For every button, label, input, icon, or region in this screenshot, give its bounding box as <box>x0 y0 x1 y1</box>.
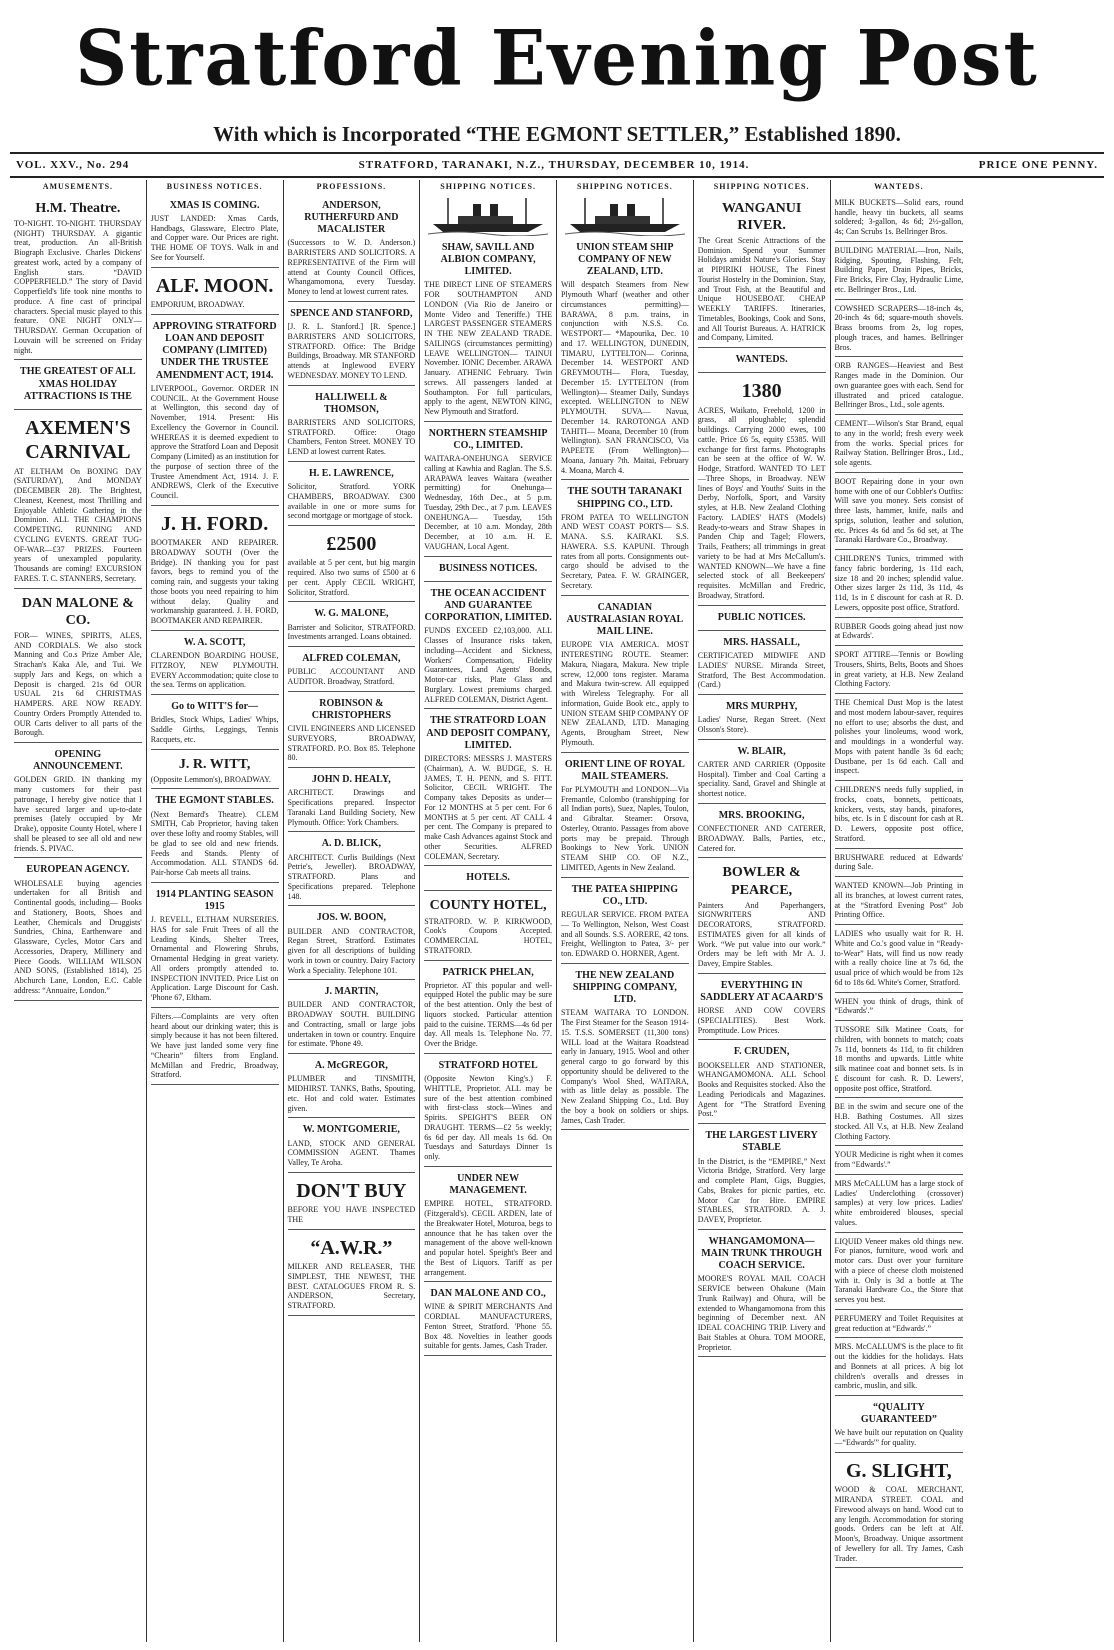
ad-body: Filters.—Complaints are very often heard about our drinking water; this is simply because it has not been filtered. We have just landed some very fine “Chearin” filters from England. McMillan and Fredric, Broadway, Stratford. <box>150 1011 279 1080</box>
advertisement <box>14 412 142 589</box>
advertisement <box>424 868 552 891</box>
advertisement <box>698 806 826 858</box>
advertisement <box>424 1284 552 1356</box>
ad-title: PATRICK PHELAN, <box>442 966 534 978</box>
ad-body: ARCHITECT. Curlis Buildings (Next Petrie's, Jeweller). BROADWAY, STRATFORD. Plans and Specifications prepared. Telephone 148. <box>287 852 416 901</box>
ad-title: BUSINESS NOTICES. <box>438 562 538 574</box>
column-heading: SHIPPING NOTICES. <box>577 182 673 191</box>
advertisement <box>698 633 826 695</box>
ad-title: W. A. SCOTT, <box>183 636 246 648</box>
advertisement <box>835 696 964 781</box>
ad-title: “A.W.R.” <box>310 1236 393 1259</box>
ad-body: COWSHED SCRAPERS—18-inch 4s, 20-inch 4s 6d; square-mouth shovels. Brass brooms from 2s, log ropes, plough traces, and hames. Bellringer Bros. <box>834 303 964 352</box>
advertisement <box>151 508 279 631</box>
ad-title: WANGANUI RIVER. <box>721 200 802 233</box>
advertisement <box>151 791 279 882</box>
ad-body: ARCHITECT. Drawings and Specifications prepared. Inspector Taranaki Land Building Society, New Plymouth. Office: York Chambers. <box>287 788 416 827</box>
advertisement <box>835 783 964 849</box>
advertisement <box>835 1177 964 1233</box>
column-4 <box>420 180 557 1642</box>
newspaper-title: Stratford Evening Post <box>75 12 1039 103</box>
ad-body: THE Chemical Dust Mop is the latest and most modern labour-saver, requires no effort to use; absorbs the dust, and polishes your linoleums, wood work, and mouldings in a wonderful way. Mops with patent handle 3s 6d each; Dustbane, per 1s 6d each. Call and inspect. <box>834 698 964 776</box>
ad-body: LIQUID Veneer makes old things new. For pianos, furniture, wood work and motor cars. Dust over your furniture with a piece of cheese cloth moistened with it. Only is 3d a bottle at The Taranaki Hardware Co., the Store that serves you best. <box>834 1236 964 1304</box>
ad-title: “QUALITY GUARANTEED” <box>860 1402 937 1426</box>
ad-body: EMPORIUM, BROADWAY. <box>150 300 245 310</box>
ad-body: LADIES who usually wait for R. H. White and Co.'s good value in “Ready-to-Wear” Hats, will find us now ready with a really choice line at 7s 6d, the usual price of which would be from 12s 6d to 18s 6d. White's Corner, Stratford. <box>834 929 964 987</box>
advertisement <box>151 196 279 268</box>
ad-body: Proprietor. AT this popular and well-equipped Hotel the public may be sure of the best attention. Only the best of liquors stocked. Particular attention paid to the cuisine. TERMS—4s 6d per day. All meals 1s. Telephone No. 77. Over the Bridge. <box>424 980 552 1049</box>
ad-title: THE EGMONT STABLES. <box>155 795 274 807</box>
ad-title: DAN MALONE AND CO., <box>430 1288 546 1300</box>
ad-body: FROM PATEA TO WELLINGTON AND WEST COAST PORTS— S.S. MANA. S.S. KAIRAKI. S.S. HAWERA. S.S. KAPUNI. Through rates from all ports. Consignments out-cargo should be advised to the Secretary, Patea. F. W. GRAINGER, Secretary. <box>561 512 689 590</box>
ad-body: PLUMBER and TINSMITH, MIDHIRST. TANKS, Baths, Spouting, etc. Hot and cold water. Estimates given. <box>287 1074 416 1113</box>
ad-body: MOORE'S ROYAL MAIL COACH SERVICE between Ohakune (Main Trunk Railway) and Ohura, will be extended to Whangamomona from this beginning of December next. AN IDEAL COACHING TRIP. Livery and Bait Stables at Ohura. TOM MOORE, Proprietor. <box>697 1274 826 1352</box>
dateline <box>10 152 1104 178</box>
advertisement <box>14 591 142 743</box>
ad-body: WAITARA-ONEHUNGA SERVICE calling at Kawhia and Raglan. The S.S. ARAPAWA leaves Waitara (weather permitting) for Onehunga— Wednesday, 16th Dec., at 5 p.m. Tuesday, 29th Dec., at 7 p.m. LEAVES ONEHUNGA— Tuesday, 15th December, at 10 a.m. Monday, 28th December, at 10 a.m. H. E. VAUGHAN, Local Agent. <box>424 454 552 551</box>
column-heading: PROFESSIONS. <box>316 182 387 191</box>
ad-body: EMPIRE HOTEL, STRATFORD. (Fitzgerald's). CECIL ARDEN, late of the Breakwater Hotel, Moturoa, begs to announce that he has taken over the management of the above well-known and popular hotel. Speight's Beer and the Best of Liquors. Tariff as per arrangement. <box>424 1199 552 1277</box>
ad-body: BOOKSELLER AND STATIONER, WHANGAMOMONA. ALL School Books and Requisites stocked. Also the Leading Periodicals and Magazines. Agent for “The Stratford Evening Post.” <box>697 1060 826 1119</box>
ad-body: CONFECTIONER AND CATERER, BROADWAY. Balls, Parties, etc., Catered for. <box>697 824 826 853</box>
ad-title: THE SOUTH TARANAKI SHIPPING CO., LTD. <box>567 486 683 510</box>
column-1 <box>10 180 147 1642</box>
ad-body: BUILDER AND CONTRACTOR, Regan Street, Stratford. Estimates given for all descriptions of building work in town or country. Dairy Factory Work a Speciality. Telephone 101. <box>287 926 416 975</box>
advertisement <box>424 559 552 582</box>
ad-title: DAN MALONE & CO. <box>21 595 134 628</box>
advertisement <box>561 238 689 481</box>
advertisement <box>698 742 826 804</box>
ad-title: SPENCE AND STANFORD, <box>290 307 413 319</box>
ad-body: WOOD & COAL MERCHANT, MIRANDA STREET. COAL and Firewood always on hand. Wood cut to any length. Accommodation for storing goods. Orders can be left at Alf. Moon's, Broadway. Unique assortment of Jewellery for all. Try James, Cash Trader. <box>834 1485 964 1563</box>
ad-title: J. H. FORD. <box>161 512 269 535</box>
column-heading: SHIPPING NOTICES. <box>713 182 810 191</box>
advertisement <box>14 196 142 361</box>
ad-title: H.M. Theatre. <box>35 200 121 216</box>
advertisement <box>698 1126 826 1230</box>
advertisement <box>424 584 552 710</box>
advertisement <box>288 1056 416 1118</box>
ad-title: NORTHERN STEAMSHIP CO., LIMITED. <box>428 427 548 451</box>
ad-title: EUROPEAN AGENCY. <box>26 864 130 876</box>
ad-title: H. E. LAWRENCE, <box>309 467 394 479</box>
advertisement <box>151 633 279 695</box>
advertisement <box>835 196 964 242</box>
ad-title: £2500 <box>326 533 377 556</box>
ad-body: STRATFORD. W. P. KIRKWOOD, Cook's Coupons Accepted. COMMERCIAL HOTEL, STRATFORD. <box>424 916 552 955</box>
ad-body: CLARENDON BOARDING HOUSE, FITZROY, NEW PLYMOUTH. EVERY Accommodation; quite close to the sea. Terms on application. <box>150 651 279 690</box>
ad-title: AXEMEN'S CARNIVAL <box>25 416 131 464</box>
ad-title: A. D. BLICK, <box>321 838 381 850</box>
column-6 <box>694 180 831 1642</box>
ad-body: FOR— WINES, SPIRITS, ALES, AND CORDIALS. We also stock Manning and Co.s Prize Amber Ale, Strachan's Kaka Ale, and Tui. We supply Jars and Kegs, on which a Deposit is charged. 21s 6d OUR USUAL 21s 6d CHRISTMAS HAMPERS. ARE NOW READY. Country Orders Promptly Attended to. OUR Carts deliver to all parts of the Borough. <box>14 630 142 738</box>
ad-title: Go to WITT'S for— <box>171 701 259 713</box>
column-heading: WANTEDS. <box>874 182 924 191</box>
advertisement <box>288 770 416 832</box>
advertisement <box>835 302 964 358</box>
advertisement <box>14 745 142 858</box>
ad-body: BUILDER AND CONTRACTOR, BROADWAY SOUTH. BUILDING and Contracting, small or large jobs undertaken in town or country. Enquire for estimate. 'Phone 49. <box>287 1000 416 1049</box>
ad-body: TO-NIGHT. TO-NIGHT. THURSDAY (NIGHT) THURSDAY. A gigantic treat, production. An all-British Biograph Exclusive. Charles Dickens' greatest work, acted by a company of English stars. “DAVID COPPERFIELD.” The story of David Copperfield's life took nine months to produce. A fine cast of principal characters. Special music played to this feature. ONE NIGHT ONLY—THURSDAY. German Occupation of Louvain will be screened on Friday night. <box>14 218 142 355</box>
advertisement <box>424 424 552 557</box>
ad-title: G. SLIGHT, <box>845 1459 952 1482</box>
ad-title: W. BLAIR, <box>737 745 786 757</box>
ad-body: YOUR Medicine is right when it comes from “Edwards'.” <box>834 1150 964 1169</box>
advertisement <box>835 879 964 925</box>
advertisement <box>835 927 964 993</box>
advertisement <box>835 1340 964 1396</box>
advertisement <box>835 1455 964 1568</box>
advertisement <box>288 1175 416 1230</box>
advertisement <box>424 711 552 866</box>
ad-body: BOOTMAKER AND REPAIRER. BROADWAY SOUTH (Over the Bridge). IN thanking you for past favors, begs to remind you of the coming rain, and suggests your taking those boots you need repairing to him without delay. Quality and workmanship guaranteed. J. H. FORD, BOOTMAKER AND REPAIRER. <box>150 538 279 626</box>
ad-title: THE NEW ZEALAND SHIPPING COMPANY, LTD. <box>572 969 677 1006</box>
ad-body: EUROPE VIA AMERICA. MOST INTERESTING ROUTE. Steamer: Makura, Niagara, Makura. New triple screw, 12,000 tons register. Marama and Makura twin-screw. All equipped with Wireless Telegraphy. For all information, Guide Book etc., apply to UNION STEAM SHIP COMPANY OF NEW ZEALAND, LTD. Managing Agents, Brougham Street, New Plymouth. <box>561 640 689 747</box>
ad-body: RUBBER Goods going ahead just now at Edwards'. <box>834 621 964 641</box>
column-heading: SHIPPING NOTICES. <box>440 182 536 191</box>
column-5 <box>557 180 694 1642</box>
advertisement <box>835 851 964 878</box>
ad-body: MILKER AND RELEASER, THE SIMPLEST, THE NEWEST, THE BEST. CATALOGUES FROM R. S. ANDERSON, Secretary, STRATFORD. <box>287 1262 416 1311</box>
advertisement <box>424 893 552 960</box>
ad-title: HALLIWELL & THOMSON, <box>315 391 388 415</box>
advertisement <box>424 1056 552 1167</box>
advertisement <box>424 1169 552 1282</box>
advertisement <box>561 966 689 1131</box>
advertisement <box>151 697 279 749</box>
ad-body: MILK BUCKETS—Solid ears, round handle, heavy tin buckets, all seams soldered; 3-gallon, 4s 6d; 2½-gallon, 4s; Can Scrubs 1s. Bellringer Bros. <box>834 197 964 236</box>
advertisement <box>561 598 689 753</box>
advertisement <box>698 375 826 605</box>
ad-title: ALF. MOON. <box>155 274 274 297</box>
ad-body: CHILDREN'S needs fully supplied, in frocks, coats, bonnets, petticoats, knickers, vests, stay bands, pinafores, bibs, etc. Is in £ discount for cash at R. D. Lewers, opposite post office, Stratford. <box>834 785 964 843</box>
ad-title: W. G. MALONE, <box>314 608 389 620</box>
advertisement <box>835 1235 964 1310</box>
ad-body: We have built our reputation on Quality—“Edwards'” for quality. <box>834 1428 964 1448</box>
ad-title: COUNTY HOTEL, <box>429 898 547 914</box>
advertisement <box>835 1148 964 1175</box>
ad-body: FUNDS EXCEED £2,103,000. ALL Classes of Insurance risks taken, including—Accident and Sickness, Workers' Compensation, Fidelity Guarantees, Land Agents' Bonds, Motor-car risks, Plate Glass and Burglary. Lowest premiums charged. ALFRED COLEMAN, District Agent. <box>424 626 552 704</box>
advertisement <box>835 1398 964 1453</box>
ad-title: F. CRUDEN, <box>733 1046 790 1058</box>
ad-body: available at 5 per cent, but big margin required. Also two sums of £500 at 6 per cent. Apply CECIL WRIGHT, Solicitor, Stratford. <box>287 558 416 597</box>
ad-body: The Great Scenic Attractions of the Dominion. Spend your Summer Holidays amidst Nature's Glories. Stay at PIPIRIKI HOUSE, The Finest Tourist Hostelry in the Dominion. Stay, and Trout Fish, at the Beautiful and Unique HOUSEBOAT. CHEAP WEEKLY TARIFFS. Itineraries, Timetables, Bookings, Cook and Sons, and All Tourist Bureaus. A. HATRICK and Company, Limited. <box>697 235 826 343</box>
ad-body: CHILDREN'S Tunics, trimmed with fancy fabric bordering, 1s 11d each, size 18 and 20 inches; splendid value. Other sizes larger 2s 11d, 3s 11d, 4s 11d, 1s in £ discount for cash at R. D. Lewers, opposite post office, Stratford. <box>834 554 964 612</box>
ad-title: PUBLIC NOTICES. <box>717 611 806 623</box>
advertisement <box>835 475 964 550</box>
ad-title: THE GREATEST OF ALL XMAS HOLIDAY ATTRACTIONS IS THE <box>20 366 136 402</box>
advertisement <box>698 1042 826 1124</box>
ad-body: Bridles, Stock Whips, Ladies' Whips, Saddle Girths, Leggings, Tennis Racquets, etc. <box>150 715 279 744</box>
ad-body: For PLYMOUTH and LONDON—Via Fremantle, Colombo (transhipping for all Indian ports), Suez, Naples, Toulon, and Gibraltar. Steamer: Orsova, Osterley, Otranto. Passages from above ports may be prepaid. Through Bookings to New York. UNION STEAM SHIP CO. OF N.Z., LIMITED, Agents in New Zealand. <box>561 784 689 872</box>
ad-body: Painters And Paperhangers, SIGNWRITERS AND DECORATORS, STRATFORD. ESTIMATES given for all kinds of Work. “We put value into our work.” Orders may be left with Mr A. J. Davey, Empire Stables. <box>697 900 826 969</box>
ad-title: DON'T BUY <box>296 1179 407 1202</box>
ad-title: CANADIAN AUSTRALASIAN ROYAL MAIL LINE. <box>566 601 684 638</box>
advertisement <box>288 694 416 768</box>
advertisement <box>698 196 826 348</box>
ad-body: WINE & SPIRIT MERCHANTS And CORDIAL MANUFACTURERS, Fenton Street, Stratford. 'Phone 55. Box 48. Novelties in leather goods suitable for gents. James, Cash Trader. <box>424 1302 552 1351</box>
ad-title: UNION STEAM SHIP COMPANY OF NEW ZEALAND, LTD. <box>576 241 674 278</box>
ad-body: WANTED KNOWN—Job Printing in all its branches, at lowest current rates, at the “Stratford Evening Post” Job Printing Office. <box>834 881 964 920</box>
ad-title: ALFRED COLEMAN, <box>302 653 401 665</box>
steamship-illustration <box>565 196 685 236</box>
advertisement <box>835 620 964 647</box>
advertisement <box>288 982 416 1054</box>
advertisement <box>151 885 279 1008</box>
ad-body: BE in the swim and secure one of the H.B. Bathing Costumes. All sizes stocked. All V.s, at H.B. New Zealand Clothing Factory. <box>834 1102 964 1141</box>
ad-body: DIRECTORS: MESSRS J. MASTERS (Chairman), A. W. BUDGE, S. H. JAMES, T. H. PENN, and S. FITT. Solicitor, CECIL WRIGHT. The Company takes Deposits as under— For 12 MONTHS at 5 per cent. For 6 MONTHS at 5 per cent. AT CALL 4 per cent. The Company is prepared to make Cash Advances against Stock and other Securities. ALFRED COLEMAN, Secretary. <box>424 754 552 861</box>
advertisement <box>288 908 416 980</box>
ad-title: JOS. W. BOON, <box>316 912 386 924</box>
ad-body: PUBLIC ACCOUNTANT AND AUDITOR. Broadway, Stratford. <box>287 667 416 687</box>
advertisement <box>151 752 279 790</box>
ad-title: JOHN D. HEALY, <box>312 774 391 786</box>
price: PRICE ONE PENNY. <box>978 159 1098 171</box>
ad-body: In the District, is the “EMPIRE,” Next Victoria Bridge, Stratford. Very large and complete Plant, Gigs, Buggies, Cabs, Brakes for picnic parties, etc. Motor Car for Hire. EMPIRE STABLES, STRATFORD. A. J. DAVEY, Proprietor. <box>697 1156 826 1225</box>
ad-body: CARTER AND CARRIER (Opposite Hospital). Timber and Coal Carting a speciality. Sand, Gravel and Shingle at shortest notice. <box>697 759 826 799</box>
ad-body: BARRISTERS AND SOLICITORS, STRATFORD. Office: Otago Chambers, Fenton Street. MONEY TO LEND at lowest current Rates. <box>287 417 416 457</box>
ad-title: XMAS IS COMING. <box>169 199 260 211</box>
ad-body: BEFORE YOU HAVE INSPECTED THE <box>287 1205 416 1224</box>
advertisement <box>561 755 689 878</box>
ad-body: LIVERPOOL, Governor. ORDER IN COUNCIL. At the Government House at Wellington, this second day of November, 1914. Present: His Excellency the Governor in Council. WHEREAS it is deemed expedient to approve the Stratford Loan and Deposit Company (Limited) as an institution for the purpose of section three of the Trustee Amendment Act, 1914. J. F. ANDREWS, Clerk of the Executive Council. <box>150 383 279 501</box>
ad-title: ROBINSON & CHRISTOPHERS <box>311 697 392 722</box>
advertisement <box>151 1010 279 1085</box>
ad-body: THE DIRECT LINE OF STEAMERS FOR SOUTHAMPTON AND LONDON (Via Rio de Janeiro or Monte Video and Teneriffe.) THE LARGEST PASSENGER STEAMERS IN THE NEW ZEALAND TRADE. SAILINGS (circumstances permitting) LEAVE WELLINGTON— TAINUI November. IONIC December. ARAWA January. ATHENIC February. Twin screws. All passengers landed at Southampton. For full particulars, apply to the agent, NEWTON KING, New Plymouth and Stratford. <box>424 280 552 417</box>
ad-body: CERTIFICATED MIDWIFE AND LADIES' NURSE. Miranda Street, Stratford, The Best Accommodation. (Card.) <box>697 651 826 690</box>
volume-number: VOL. XXV., No. 294 <box>16 159 130 171</box>
advertisement <box>288 1120 416 1172</box>
ad-title: W. MONTGOMERIE, <box>302 1124 400 1136</box>
masthead-subtitle: With which is Incorporated “THE EGMONT SETTLER,” Established 1890. <box>213 122 901 146</box>
ad-body: ORB RANGES—Heaviest and Best Ranges made in the Dominion. Our own guarantee goes with each. Send for illustrated and priced catalogue. Bellringer Bros., Ltd., sole agents. <box>834 361 964 410</box>
advertisement <box>698 608 826 631</box>
advertisement <box>835 1100 964 1146</box>
ad-title: WHANGAMOMONA—MAIN TRUNK THROUGH COACH SERVICE. <box>701 1235 822 1272</box>
ad-body: BRUSHWARE reduced at Edwards' during Sale. <box>834 852 964 872</box>
ad-body: BOOT Repairing done in your own home with one of our Cobbler's Outfits: Will save you money. Sets consist of three lasts, hammer, knife, nails and sprigs, solution, leather and solution, etc. Prices 4s 6d and 5s 6d set, at The Taranaki Hardware Co., Broadway. <box>834 476 964 545</box>
advertisement <box>835 1023 964 1098</box>
ad-body: MRS. McCALLUM'S is the place to fit out the kiddies for the holidays. Hats and Bonnets at all prices. A big lot children's overalls and dresses in cambric, muslin, and silk. <box>834 1342 964 1391</box>
ad-title: EVERYTHING IN SADDLERY AT ACAARD'S <box>700 979 824 1004</box>
ad-title: 1380 <box>741 380 782 403</box>
advertisement <box>835 995 964 1022</box>
advertisement <box>698 697 826 740</box>
advertisement <box>561 482 689 595</box>
advertisement <box>698 976 826 1041</box>
columns-grid <box>10 180 1104 1642</box>
steamship-illustration <box>428 196 548 236</box>
ad-body: Will despatch Steamers from New Plymouth Wharf (weather and other circumstances permitting)— BARAWA, 8 p.m. trains, in conjunction with N.S.S. Co. WESTPORT— *Mapourika, Dec. 10 and 17. WELLINGTON, DUNEDIN, TIMARU, LYTTELTON— Corinna, December 14. WESTPORT AND GREYMOUTH— Flora, Tuesday, December 15. LYTTELTON (from Wellington)— Steamer Daily, Sundays excepted. WELLINGTON to NEW PLYMOUTH. SUVA— Navua, December 14. RAROTONGA AND TAHITI— Moana, December 10 (from Wellington). SAN FRANCISCO, Via PAPEETE (From Wellington)— Moana, January 7th. Maitai, February 4. Moana, March 4. <box>561 280 689 475</box>
ad-body: (Successors to W. D. Anderson.) BARRISTERS AND SOLICITORS. A REPRESENTATIVE of the Firm will attend at County Council Offices, Whangamomona, every Tuesday. Money to lend at lowest current rates. <box>287 238 416 297</box>
ad-title: THE OCEAN ACCIDENT AND GUARANTEE CORPORATION, LIMITED. <box>424 587 552 624</box>
ad-title: 1914 PLANTING SEASON 1915 <box>155 888 274 912</box>
ad-body: LAND, STOCK AND GENERAL COMMISSION AGENT. Thames Valley, Te Aroha. <box>287 1138 416 1168</box>
ad-body: (Opposite Lemmon's), BROADWAY. <box>150 774 271 784</box>
ad-title: A. McGREGOR, <box>314 1060 388 1072</box>
column-3 <box>284 180 421 1642</box>
advertisement <box>288 196 416 302</box>
advertisement <box>835 244 964 300</box>
ad-body: [J. R. L. Stanford.] [R. Spence.] BARRISTERS AND SOLICITORS, STRATFORD. Office: The Bridge Buildings, Broadway. MR STANFORD attends at Inglewood EVERY WEDNESDAY. MONEY TO LEND. <box>287 322 416 380</box>
advertisement <box>835 648 964 694</box>
ad-title: MRS. HASSALL, <box>723 636 800 648</box>
ad-title: THE PATEA SHIPPING CO., LTD. <box>571 883 679 907</box>
advertisement <box>288 528 416 602</box>
column-heading: BUSINESS NOTICES. <box>166 182 263 191</box>
ad-title: BOWLER & PEARCE, <box>722 865 801 898</box>
place-and-date: STRATFORD, TARANAKI, N.Z., THURSDAY, DECEMBER 10, 1914. <box>358 159 750 171</box>
ad-body: ACRES, Waikato, Freehold, 1200 in grass, all ploughable; splendid buildings. Carrying 2000 ewes, 100 cattle. Price £6 5s, equity £5385. Will exchange for first farms. Photographs can be seen at the office of W. W. Hodge, Stratford. WANTED TO LET—Three Shops, in Broadway. NEW lines of Boys' and Youths' Suits in the Derby, Norfolk, Sport, and Varsity styles, at H.B. New Zealand Clothing Factory. LADIES' HATS (Models) Ready-to-wears and Straw Shapes in Panden Chip and Tagel; Flowers, Trails, Feathers; all trimmings in great variety to be had at Mrs McCallum's. WANTED KNOWN—We have a fine selected stock of all Beekeepers' requisites. McMillan and Fredric, Broadway, Stratford. <box>697 405 826 600</box>
ad-title: UNDER NEW MANAGEMENT. <box>449 1172 527 1197</box>
ad-body: Solicitor, Stratford. YORK CHAMBERS, BROADWAY. £300 available in one or more sums for second mortgage or mortgage of stock. <box>287 482 416 521</box>
advertisement <box>288 304 416 386</box>
ad-title: SHAW, SAVILL AND ALBION COMPANY, LIMITED. <box>440 241 536 278</box>
ad-title: WANTEDS. <box>735 354 788 366</box>
ad-body: STEAM WAITARA TO LONDON. The First Steamer for the Season 1914-15. T.S.S. SOMERSET (11,300 tons) WILL load at the Waitara Roadstead early in January, 1915. Wool and other general cargo to go forward by this opportunity should be delivered to the Company's Wool Shed, WAITARA, with as little delay as possible. The New Zealand Shipping Co., Ltd. Buy the boy a book on soldiers or ships. James, Cash Trader. <box>561 1008 689 1125</box>
advertisement <box>424 238 552 422</box>
ad-body: HORSE AND COW COVERS (SPECIALITIES). Best Work. Promptitude. Low Prices. <box>697 1006 826 1035</box>
advertisement <box>288 388 416 462</box>
ad-title: APPROVING STRATFORD LOAN AND DEPOSIT COMPANY (LIMITED) UNDER THE TRUSTEE AMENDMENT ACT, 1914. <box>152 320 277 381</box>
column-heading: AMUSEMENTS. <box>42 182 114 191</box>
ad-body: WHEN you think of drugs, think of “Edwards'.” <box>834 996 964 1016</box>
advertisement <box>835 1312 964 1339</box>
ad-body: MRS McCALLUM has a large stock of Ladies' Underclothing (crossover) samples) at very low prices. Ladies' white embroidered blouses, special values. <box>834 1178 964 1227</box>
ad-title: HOTELS. <box>466 872 510 884</box>
advertisement <box>151 317 279 506</box>
ad-body: AT ELTHAM On BOXING DAY (SATURDAY), And MONDAY (DECEMBER 28). The Brightest, Cleanest, Keenest, most Thrilling and Enjoyable Athletic Gathering in the Dominion. ALL THE CHAMPIONS COMPETING. RUNNING AND CYCLING EVENTS. GREAT TUG-OF-WAR—£37 PRIZES. Fourteen years of unexampled popularity. Thousands are coming! EXCURSION FARES. T. C. STANNERS, Secretary. <box>14 466 142 583</box>
ad-body: (Next Bernard's Theatre). CLEM SMITH, Cab Proprietor, having taken over these lofty and roomy Stables, will be glad to see old and new friends. Feeds and Stands. Plenty of Accommodation. ALL STANDS 6d. Pair-horse Cab meets all trains. <box>150 809 279 878</box>
ad-body: TUSSORE Silk Matinee Coats, for children, with bonnets to match; coats 7s 11d, bonnets 4s 11d, to fit children 18 months and upwards. Little white silk matinee coat and bonnet sets. Is in £ discount for cash. R. D. Lewers', opposite post office, Stratford. <box>834 1025 964 1093</box>
advertisement <box>288 834 416 906</box>
advertisement <box>288 604 416 647</box>
ad-title: STRATFORD HOTEL <box>438 1059 538 1071</box>
ad-title: J. MARTIN, <box>324 986 379 998</box>
ad-body: Barrister and Solicitor, STRATFORD. Investments arranged. Loans obtained. <box>287 622 416 642</box>
masthead <box>0 0 1114 118</box>
ad-body: JUST LANDED: Xmas Cards, Handbags, Glassware, Electro Plate, and Copper ware. Our Prices are right. THE HOME OF TOYS. Walk in and See for Yourself. <box>150 213 279 262</box>
ad-title: MRS. BROOKING, <box>718 809 805 821</box>
ad-body: SPORT ATTIRE—Tennis or Bowling Trousers, Shirts, Belts, Boots and Shoes in great variety, at H.B. New Zealand Clothing Factory. <box>834 650 964 689</box>
ad-body: WHOLESALE buying agencies undertaken for all British and Continental goods, including— Books and Stationery, Boots, Shoes and Leather, Chemicals and Druggists' Sundries, China, Earthenware and Glassware, Cycles, Motor Cars and Accessories, Drapery, Millinery and Piece Goods. WILLIAM WILSON AND SONS, (Established 1814), 25 Abchurch Lane, London, E.C. Cable address: “Annuaire, London.” <box>14 878 142 995</box>
advertisement <box>424 963 552 1054</box>
advertisement <box>698 350 826 373</box>
advertisement <box>151 270 279 315</box>
column-7 <box>831 180 968 1642</box>
advertisement <box>835 417 964 473</box>
ad-title: ANDERSON, RUTHERFURD AND MACALISTER <box>304 199 399 236</box>
advertisement <box>288 464 416 526</box>
advertisement <box>288 1232 416 1316</box>
advertisement <box>835 359 964 415</box>
advertisement <box>698 1232 826 1358</box>
ad-body: Ladies' Nurse, Regan Street. (Next Olsson's Store). <box>697 715 826 735</box>
advertisement <box>698 860 826 973</box>
ad-body: GOLDEN GRID. IN thanking my many customers for their past patronage, I hereby give notice that I have secured larger and up-to-date premises (lately occupied by Mr Drake), opposite County Hotel, where I shall be pleased to see all old and new friends. S. PIVAC. <box>14 775 142 853</box>
ad-body: J. REVELL, ELTHAM NURSERIES. HAS for sale Fruit Trees of all the Leading Kinds, Shelter Trees, Ornamental and Flowering Shrubs, Ornamental Hedging in great variety. All orders promptly attended to. INSPECTION INVITED. Price List on Application. Large Discount for Cash. 'Phone 67, Eltham. <box>150 915 279 1003</box>
ad-body: CIVIL ENGINEERS AND LICENSED SURVEYORS, BROADWAY, STRATFORD. P.O. Box 85. Telephone 80. <box>287 724 416 763</box>
advertisement <box>561 880 689 964</box>
ad-title: THE LARGEST LIVERY STABLE <box>705 1130 818 1154</box>
advertisement <box>835 552 964 618</box>
ad-body: BUILDING MATERIAL—Iron, Nails, Ridging, Spouting, Flashing, Felt, Building Paper, Drain Pipes, Bricks, Fire Bricks, Fire Clay, Hydraulic Lime, etc. Bellringer Bros., Ltd. <box>834 245 964 294</box>
ad-body: CEMENT—Wilson's Star Brand, equal to any in the world; fresh every week from the works. Special prices for Railway Station. Bellringer Bros., Ltd., sole agents. <box>834 419 964 467</box>
ad-body: (Opposite Newton King's.) F. WHITTLE, Proprietor. ALL may be sure of the best attention combined with first-class stock—Wines and Spirits. SPEIGHT'S BEER ON DRAUGHT. TERMS—£2 5s weekly; 6s 6d per day. All meals 1s 6d. On Tuesdays and Saturdays Dinner 1s only. <box>424 1074 552 1162</box>
ad-body: REGULAR SERVICE. FROM PATEA— To Wellington, Nelson, West Coast and all Sounds. S.S. AORERE, 42 tons. Freight, Wellington to Patea, 3/- per ton. EDWARD O. HORNER, Agent. <box>561 910 689 958</box>
advertisement <box>288 649 416 692</box>
ad-title: ORIENT LINE OF ROYAL MAIL STEAMERS. <box>564 758 685 782</box>
ad-title: THE STRATFORD LOAN AND DEPOSIT COMPANY, LIMITED. <box>426 715 550 751</box>
ad-title: OPENING ANNOUNCEMENT. <box>33 749 123 773</box>
ad-title: J. R. WITT, <box>178 756 251 772</box>
ad-body: PERFUMERY and Toilet Requisites at great reduction at “Edwards'.” <box>834 1313 964 1333</box>
advertisement <box>14 362 142 410</box>
ad-title: MRS MURPHY, <box>725 701 798 713</box>
advertisement <box>14 860 142 1000</box>
column-2 <box>147 180 284 1642</box>
